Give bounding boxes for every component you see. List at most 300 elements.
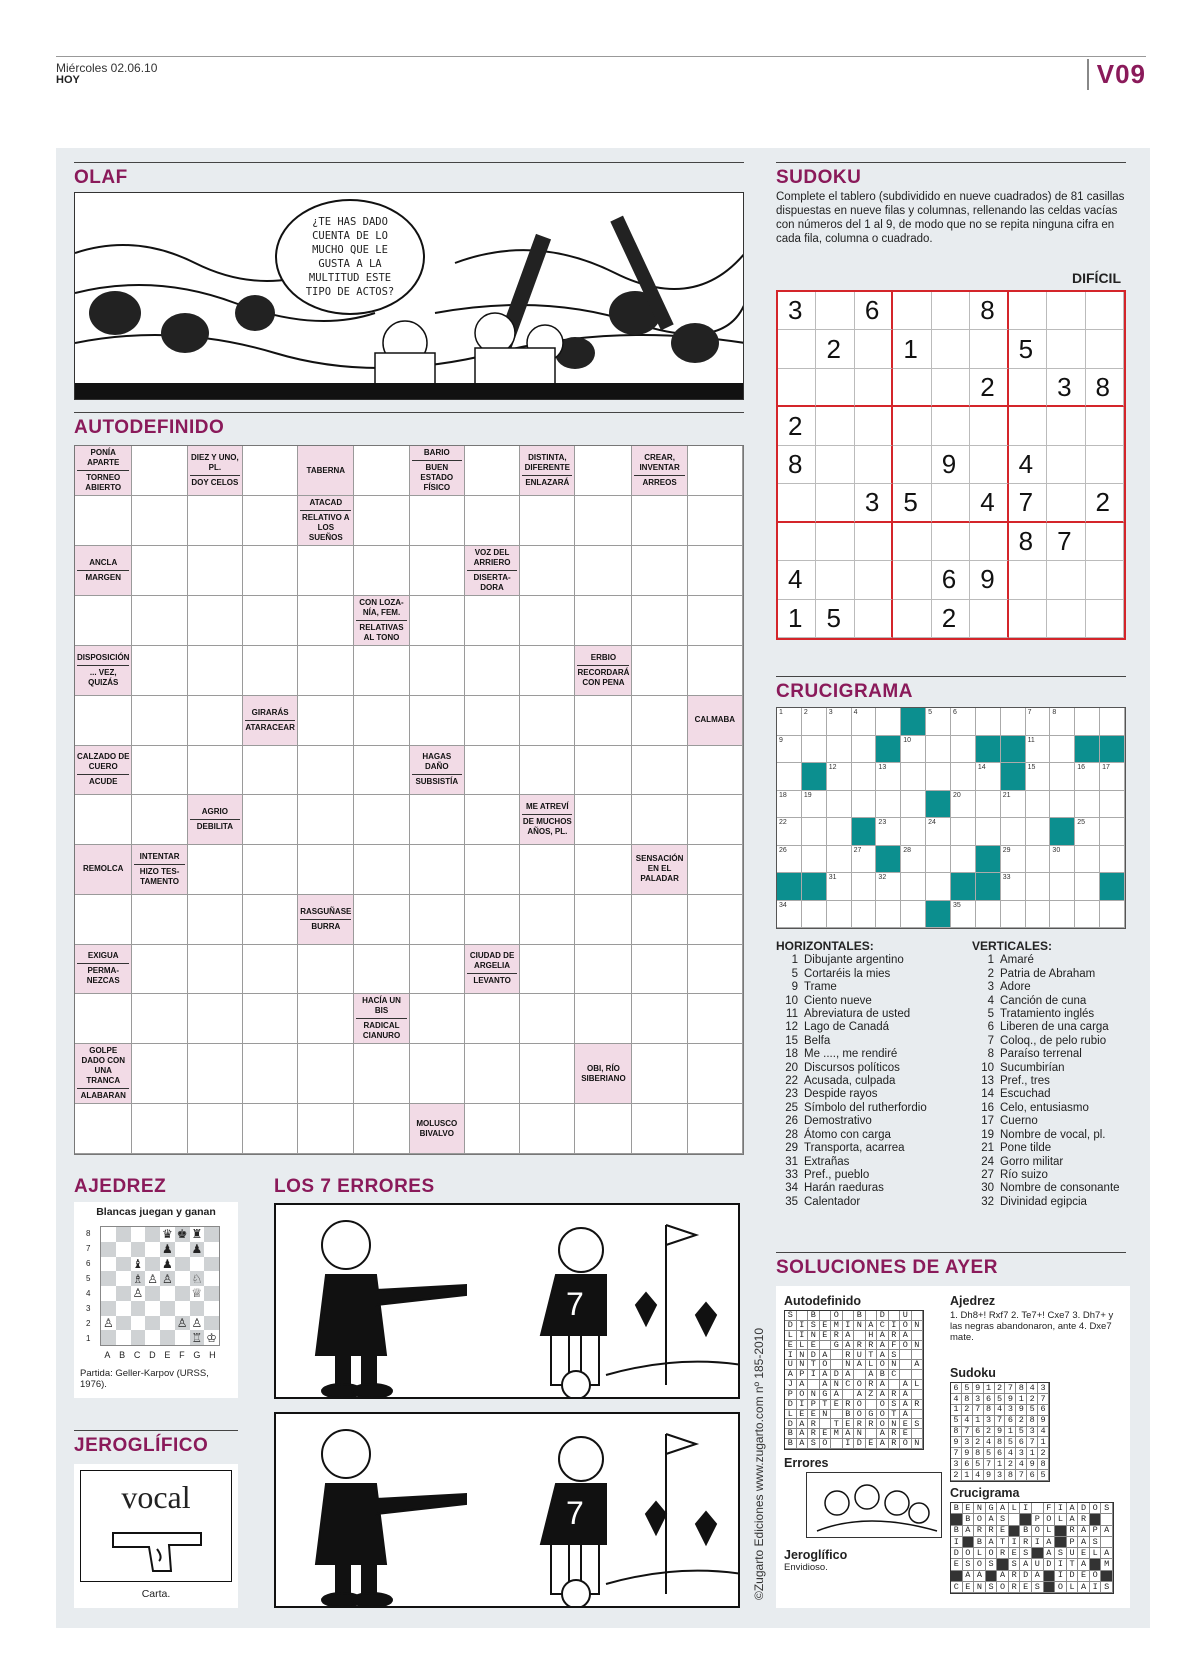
- sudoku-cell[interactable]: [970, 446, 1008, 484]
- autodefinido-answer-cell[interactable]: [354, 795, 409, 845]
- autodefinido-answer-cell[interactable]: [520, 696, 575, 746]
- sudoku-cell[interactable]: [893, 523, 931, 561]
- crucigrama-cell[interactable]: [951, 708, 976, 736]
- crucigrama-cell[interactable]: [827, 763, 852, 791]
- autodefinido-answer-cell[interactable]: [132, 994, 187, 1044]
- sudoku-cell[interactable]: 1: [778, 600, 816, 638]
- autodefinido-answer-cell[interactable]: [410, 646, 465, 696]
- autodefinido-answer-cell[interactable]: [520, 1044, 575, 1104]
- autodefinido-answer-cell[interactable]: [632, 994, 687, 1044]
- crucigrama-cell[interactable]: [827, 791, 852, 819]
- autodefinido-answer-cell[interactable]: [575, 746, 632, 796]
- sudoku-cell[interactable]: 7: [1047, 523, 1085, 561]
- autodefinido-answer-cell[interactable]: [188, 994, 243, 1044]
- sudoku-cell[interactable]: 4: [970, 484, 1008, 522]
- crucigrama-cell[interactable]: [951, 763, 976, 791]
- sudoku-cell[interactable]: [1047, 330, 1085, 368]
- autodefinido-answer-cell[interactable]: [243, 845, 298, 895]
- autodefinido-answer-cell[interactable]: [354, 446, 409, 496]
- autodefinido-answer-cell[interactable]: [188, 546, 243, 596]
- sudoku-cell[interactable]: [816, 407, 854, 445]
- crucigrama-cell[interactable]: [802, 708, 827, 736]
- crucigrama-cell[interactable]: [1075, 818, 1100, 846]
- autodefinido-answer-cell[interactable]: [132, 696, 187, 746]
- autodefinido-answer-cell[interactable]: [132, 795, 187, 845]
- sudoku-cell[interactable]: 3: [1047, 369, 1085, 407]
- crucigrama-cell[interactable]: [827, 846, 852, 874]
- autodefinido-answer-cell[interactable]: [632, 596, 687, 646]
- autodefinido-answer-cell[interactable]: [575, 845, 632, 895]
- crucigrama-cell[interactable]: [1026, 873, 1051, 901]
- sudoku-cell[interactable]: [1086, 292, 1124, 330]
- autodefinido-answer-cell[interactable]: [688, 546, 743, 596]
- crucigrama-cell[interactable]: [926, 736, 951, 764]
- autodefinido-answer-cell[interactable]: [75, 1104, 132, 1154]
- crucigrama-cell[interactable]: [1026, 708, 1051, 736]
- crucigrama-cell[interactable]: [1050, 846, 1075, 874]
- autodefinido-answer-cell[interactable]: [465, 746, 520, 796]
- crucigrama-cell[interactable]: [1100, 763, 1125, 791]
- crucigrama-cell[interactable]: [976, 901, 1001, 929]
- sudoku-cell[interactable]: 2: [932, 600, 970, 638]
- sudoku-cell[interactable]: [970, 600, 1008, 638]
- autodefinido-answer-cell[interactable]: [632, 1104, 687, 1154]
- autodefinido-answer-cell[interactable]: [298, 646, 354, 696]
- sudoku-cell[interactable]: 4: [778, 561, 816, 599]
- autodefinido-answer-cell[interactable]: [188, 1104, 243, 1154]
- crucigrama-cell[interactable]: [976, 763, 1001, 791]
- autodefinido-answer-cell[interactable]: [132, 1104, 187, 1154]
- autodefinido-answer-cell[interactable]: [188, 746, 243, 796]
- crucigrama-cell[interactable]: [876, 763, 901, 791]
- autodefinido-answer-cell[interactable]: [520, 845, 575, 895]
- crucigrama-cell[interactable]: [876, 873, 901, 901]
- autodefinido-answer-cell[interactable]: [520, 895, 575, 945]
- autodefinido-answer-cell[interactable]: [243, 945, 298, 995]
- autodefinido-answer-cell[interactable]: [465, 1044, 520, 1104]
- crucigrama-cell[interactable]: [802, 846, 827, 874]
- sudoku-cell[interactable]: [932, 369, 970, 407]
- crucigrama-cell[interactable]: [852, 846, 877, 874]
- crucigrama-cell[interactable]: [777, 736, 802, 764]
- sudoku-cell[interactable]: 1: [893, 330, 931, 368]
- crucigrama-cell[interactable]: [901, 846, 926, 874]
- autodefinido-answer-cell[interactable]: [688, 1044, 743, 1104]
- autodefinido-answer-cell[interactable]: [688, 446, 743, 496]
- sudoku-cell[interactable]: [1009, 407, 1047, 445]
- autodefinido-answer-cell[interactable]: [688, 945, 743, 995]
- autodefinido-answer-cell[interactable]: [243, 546, 298, 596]
- crucigrama-cell[interactable]: [1026, 846, 1051, 874]
- crucigrama-cell[interactable]: [926, 873, 951, 901]
- sudoku-cell[interactable]: 8: [1009, 523, 1047, 561]
- autodefinido-answer-cell[interactable]: [688, 1104, 743, 1154]
- crucigrama-cell[interactable]: [951, 846, 976, 874]
- autodefinido-answer-cell[interactable]: [298, 696, 354, 746]
- crucigrama-cell[interactable]: [1026, 901, 1051, 929]
- sudoku-cell[interactable]: [1009, 292, 1047, 330]
- autodefinido-answer-cell[interactable]: [188, 1044, 243, 1104]
- autodefinido-answer-cell[interactable]: [520, 994, 575, 1044]
- autodefinido-answer-cell[interactable]: [354, 646, 409, 696]
- autodefinido-answer-cell[interactable]: [354, 895, 409, 945]
- autodefinido-answer-cell[interactable]: [75, 596, 132, 646]
- sudoku-cell[interactable]: 5: [816, 600, 854, 638]
- sudoku-cell[interactable]: 9: [932, 446, 970, 484]
- autodefinido-answer-cell[interactable]: [243, 596, 298, 646]
- sudoku-cell[interactable]: [816, 446, 854, 484]
- crucigrama-cell[interactable]: [852, 901, 877, 929]
- crucigrama-cell[interactable]: [1075, 708, 1100, 736]
- autodefinido-answer-cell[interactable]: [354, 546, 409, 596]
- autodefinido-answer-cell[interactable]: [410, 845, 465, 895]
- autodefinido-answer-cell[interactable]: [520, 496, 575, 546]
- sudoku-cell[interactable]: 8: [970, 292, 1008, 330]
- crucigrama-cell[interactable]: [1075, 763, 1100, 791]
- autodefinido-answer-cell[interactable]: [132, 945, 187, 995]
- autodefinido-answer-cell[interactable]: [410, 596, 465, 646]
- crucigrama-cell[interactable]: [1026, 791, 1051, 819]
- autodefinido-answer-cell[interactable]: [688, 994, 743, 1044]
- sudoku-cell[interactable]: 2: [816, 330, 854, 368]
- sudoku-cell[interactable]: [893, 292, 931, 330]
- crucigrama-cell[interactable]: [901, 901, 926, 929]
- sudoku-cell[interactable]: [816, 484, 854, 522]
- sudoku-cell[interactable]: [855, 561, 893, 599]
- autodefinido-answer-cell[interactable]: [298, 1104, 354, 1154]
- autodefinido-answer-cell[interactable]: [75, 994, 132, 1044]
- sudoku-cell[interactable]: [932, 330, 970, 368]
- autodefinido-answer-cell[interactable]: [632, 945, 687, 995]
- crucigrama-cell[interactable]: [1001, 708, 1026, 736]
- crucigrama-cell[interactable]: [876, 791, 901, 819]
- crucigrama-cell[interactable]: [827, 873, 852, 901]
- autodefinido-answer-cell[interactable]: [410, 895, 465, 945]
- autodefinido-answer-cell[interactable]: [632, 795, 687, 845]
- autodefinido-answer-cell[interactable]: [688, 845, 743, 895]
- autodefinido-answer-cell[interactable]: [298, 596, 354, 646]
- crucigrama-cell[interactable]: [1100, 818, 1125, 846]
- sudoku-cell[interactable]: [816, 369, 854, 407]
- autodefinido-answer-cell[interactable]: [575, 1104, 632, 1154]
- crucigrama-cell[interactable]: [976, 708, 1001, 736]
- autodefinido-answer-cell[interactable]: [75, 496, 132, 546]
- crucigrama-cell[interactable]: [1050, 736, 1075, 764]
- crucigrama-cell[interactable]: [1050, 901, 1075, 929]
- autodefinido-answer-cell[interactable]: [298, 746, 354, 796]
- crucigrama-cell[interactable]: [926, 763, 951, 791]
- autodefinido-answer-cell[interactable]: [188, 895, 243, 945]
- sudoku-cell[interactable]: [1086, 330, 1124, 368]
- sudoku-cell[interactable]: [778, 484, 816, 522]
- autodefinido-answer-cell[interactable]: [575, 994, 632, 1044]
- sudoku-cell[interactable]: 8: [1086, 369, 1124, 407]
- sudoku-cell[interactable]: 9: [970, 561, 1008, 599]
- autodefinido-answer-cell[interactable]: [632, 646, 687, 696]
- crucigrama-cell[interactable]: [852, 791, 877, 819]
- sudoku-cell[interactable]: [932, 484, 970, 522]
- crucigrama-cell[interactable]: [926, 818, 951, 846]
- crucigrama-cell[interactable]: [852, 763, 877, 791]
- autodefinido-answer-cell[interactable]: [688, 895, 743, 945]
- autodefinido-answer-cell[interactable]: [243, 496, 298, 546]
- autodefinido-answer-cell[interactable]: [243, 994, 298, 1044]
- autodefinido-answer-cell[interactable]: [132, 446, 187, 496]
- autodefinido-answer-cell[interactable]: [243, 646, 298, 696]
- autodefinido-answer-cell[interactable]: [132, 895, 187, 945]
- sudoku-cell[interactable]: [778, 330, 816, 368]
- sudoku-cell[interactable]: [1009, 561, 1047, 599]
- autodefinido-answer-cell[interactable]: [298, 994, 354, 1044]
- sudoku-cell[interactable]: 2: [1086, 484, 1124, 522]
- autodefinido-answer-cell[interactable]: [575, 895, 632, 945]
- autodefinido-answer-cell[interactable]: [465, 895, 520, 945]
- sudoku-cell[interactable]: [1086, 407, 1124, 445]
- crucigrama-cell[interactable]: [1001, 846, 1026, 874]
- crucigrama-cell[interactable]: [777, 791, 802, 819]
- sudoku-cell[interactable]: [855, 330, 893, 368]
- crucigrama-cell[interactable]: [852, 736, 877, 764]
- crucigrama-cell[interactable]: [777, 708, 802, 736]
- crucigrama-cell[interactable]: [1050, 873, 1075, 901]
- autodefinido-answer-cell[interactable]: [410, 546, 465, 596]
- autodefinido-answer-cell[interactable]: [575, 546, 632, 596]
- crucigrama-cell[interactable]: [976, 818, 1001, 846]
- crucigrama-cell[interactable]: [1075, 791, 1100, 819]
- crucigrama-cell[interactable]: [1001, 901, 1026, 929]
- crucigrama-cell[interactable]: [802, 791, 827, 819]
- autodefinido-answer-cell[interactable]: [410, 795, 465, 845]
- autodefinido-answer-cell[interactable]: [298, 945, 354, 995]
- sudoku-cell[interactable]: [816, 523, 854, 561]
- autodefinido-answer-cell[interactable]: [465, 1104, 520, 1154]
- autodefinido-answer-cell[interactable]: [465, 994, 520, 1044]
- autodefinido-answer-cell[interactable]: [632, 1044, 687, 1104]
- autodefinido-answer-cell[interactable]: [575, 596, 632, 646]
- autodefinido-answer-cell[interactable]: [75, 895, 132, 945]
- autodefinido-answer-cell[interactable]: [132, 546, 187, 596]
- autodefinido-answer-cell[interactable]: [132, 646, 187, 696]
- sudoku-cell[interactable]: [1086, 561, 1124, 599]
- crucigrama-cell[interactable]: [827, 901, 852, 929]
- autodefinido-answer-cell[interactable]: [132, 496, 187, 546]
- sudoku-cell[interactable]: [1086, 523, 1124, 561]
- autodefinido-answer-cell[interactable]: [354, 845, 409, 895]
- sudoku-cell[interactable]: [1086, 446, 1124, 484]
- autodefinido-answer-cell[interactable]: [354, 945, 409, 995]
- autodefinido-answer-cell[interactable]: [465, 596, 520, 646]
- autodefinido-answer-cell[interactable]: [575, 496, 632, 546]
- sudoku-cell[interactable]: [855, 407, 893, 445]
- crucigrama-cell[interactable]: [1100, 791, 1125, 819]
- autodefinido-answer-cell[interactable]: [520, 1104, 575, 1154]
- autodefinido-answer-cell[interactable]: [188, 496, 243, 546]
- sudoku-cell[interactable]: [816, 561, 854, 599]
- autodefinido-answer-cell[interactable]: [243, 446, 298, 496]
- sudoku-cell[interactable]: [970, 407, 1008, 445]
- autodefinido-answer-cell[interactable]: [520, 746, 575, 796]
- autodefinido-answer-cell[interactable]: [632, 895, 687, 945]
- autodefinido-answer-cell[interactable]: [354, 696, 409, 746]
- autodefinido-answer-cell[interactable]: [354, 1044, 409, 1104]
- sudoku-cell[interactable]: 8: [778, 446, 816, 484]
- crucigrama-cell[interactable]: [1001, 818, 1026, 846]
- crucigrama-cell[interactable]: [876, 901, 901, 929]
- crucigrama-cell[interactable]: [852, 873, 877, 901]
- crucigrama-cell[interactable]: [1026, 818, 1051, 846]
- sudoku-cell[interactable]: [1047, 407, 1085, 445]
- autodefinido-answer-cell[interactable]: [298, 1044, 354, 1104]
- autodefinido-answer-cell[interactable]: [243, 1104, 298, 1154]
- autodefinido-answer-cell[interactable]: [575, 696, 632, 746]
- sudoku-cell[interactable]: 6: [855, 292, 893, 330]
- sudoku-cell[interactable]: [855, 446, 893, 484]
- crucigrama-cell[interactable]: [901, 736, 926, 764]
- crucigrama-cell[interactable]: [777, 901, 802, 929]
- sudoku-cell[interactable]: 3: [778, 292, 816, 330]
- crucigrama-cell[interactable]: [1075, 846, 1100, 874]
- autodefinido-answer-cell[interactable]: [188, 945, 243, 995]
- sudoku-cell[interactable]: [1047, 484, 1085, 522]
- crucigrama-cell[interactable]: [926, 846, 951, 874]
- autodefinido-answer-cell[interactable]: [465, 496, 520, 546]
- crucigrama-cell[interactable]: [926, 708, 951, 736]
- crucigrama-cell[interactable]: [901, 763, 926, 791]
- crucigrama-cell[interactable]: [1075, 901, 1100, 929]
- sudoku-cell[interactable]: [855, 523, 893, 561]
- crucigrama-cell[interactable]: [1075, 873, 1100, 901]
- sudoku-cell[interactable]: 5: [893, 484, 931, 522]
- sudoku-cell[interactable]: [778, 369, 816, 407]
- autodefinido-answer-cell[interactable]: [410, 1044, 465, 1104]
- autodefinido-answer-cell[interactable]: [188, 696, 243, 746]
- autodefinido-answer-cell[interactable]: [688, 746, 743, 796]
- crucigrama-cell[interactable]: [802, 901, 827, 929]
- autodefinido-answer-cell[interactable]: [465, 845, 520, 895]
- autodefinido-answer-cell[interactable]: [688, 646, 743, 696]
- autodefinido-answer-cell[interactable]: [188, 646, 243, 696]
- autodefinido-answer-cell[interactable]: [575, 945, 632, 995]
- sudoku-cell[interactable]: 2: [778, 407, 816, 445]
- crucigrama-cell[interactable]: [1050, 791, 1075, 819]
- crucigrama-cell[interactable]: [951, 818, 976, 846]
- crucigrama-cell[interactable]: [827, 708, 852, 736]
- autodefinido-answer-cell[interactable]: [575, 795, 632, 845]
- crucigrama-cell[interactable]: [1001, 791, 1026, 819]
- sudoku-cell[interactable]: [1047, 292, 1085, 330]
- crucigrama-cell[interactable]: [876, 818, 901, 846]
- crucigrama-cell[interactable]: [1050, 763, 1075, 791]
- crucigrama-cell[interactable]: [802, 736, 827, 764]
- autodefinido-answer-cell[interactable]: [410, 994, 465, 1044]
- autodefinido-answer-cell[interactable]: [632, 746, 687, 796]
- autodefinido-answer-cell[interactable]: [243, 1044, 298, 1104]
- autodefinido-answer-cell[interactable]: [632, 496, 687, 546]
- crucigrama-cell[interactable]: [777, 763, 802, 791]
- crucigrama-cell[interactable]: [1100, 901, 1125, 929]
- autodefinido-answer-cell[interactable]: [410, 496, 465, 546]
- autodefinido-answer-cell[interactable]: [243, 746, 298, 796]
- sudoku-cell[interactable]: 4: [1009, 446, 1047, 484]
- crucigrama-cell[interactable]: [901, 791, 926, 819]
- autodefinido-answer-cell[interactable]: [188, 845, 243, 895]
- sudoku-cell[interactable]: [1086, 600, 1124, 638]
- sudoku-cell[interactable]: [778, 523, 816, 561]
- autodefinido-answer-cell[interactable]: [688, 596, 743, 646]
- crucigrama-cell[interactable]: [1100, 708, 1125, 736]
- sudoku-cell[interactable]: [893, 446, 931, 484]
- sudoku-cell[interactable]: 7: [1009, 484, 1047, 522]
- autodefinido-answer-cell[interactable]: [520, 596, 575, 646]
- sudoku-cell[interactable]: [1047, 561, 1085, 599]
- crucigrama-cell[interactable]: [1026, 736, 1051, 764]
- crucigrama-cell[interactable]: [901, 873, 926, 901]
- autodefinido-answer-cell[interactable]: [132, 746, 187, 796]
- crucigrama-cell[interactable]: [951, 791, 976, 819]
- autodefinido-answer-cell[interactable]: [354, 1104, 409, 1154]
- autodefinido-answer-cell[interactable]: [465, 646, 520, 696]
- autodefinido-answer-cell[interactable]: [465, 446, 520, 496]
- autodefinido-answer-cell[interactable]: [75, 696, 132, 746]
- autodefinido-answer-cell[interactable]: [688, 496, 743, 546]
- autodefinido-answer-cell[interactable]: [520, 546, 575, 596]
- crucigrama-cell[interactable]: [827, 736, 852, 764]
- sudoku-cell[interactable]: [1009, 369, 1047, 407]
- sudoku-cell[interactable]: [893, 561, 931, 599]
- crucigrama-cell[interactable]: [777, 846, 802, 874]
- crucigrama-cell[interactable]: [1050, 708, 1075, 736]
- crucigrama-cell[interactable]: [951, 901, 976, 929]
- autodefinido-answer-cell[interactable]: [132, 1044, 187, 1104]
- sudoku-cell[interactable]: [893, 369, 931, 407]
- sudoku-cell[interactable]: [855, 369, 893, 407]
- sudoku-cell[interactable]: [1047, 600, 1085, 638]
- sudoku-cell[interactable]: 3: [855, 484, 893, 522]
- autodefinido-answer-cell[interactable]: [298, 546, 354, 596]
- autodefinido-answer-cell[interactable]: [243, 795, 298, 845]
- autodefinido-answer-cell[interactable]: [298, 845, 354, 895]
- sudoku-cell[interactable]: 2: [970, 369, 1008, 407]
- autodefinido-answer-cell[interactable]: [354, 496, 409, 546]
- autodefinido-answer-cell[interactable]: [575, 446, 632, 496]
- autodefinido-answer-cell[interactable]: [520, 945, 575, 995]
- crucigrama-cell[interactable]: [1026, 763, 1051, 791]
- autodefinido-answer-cell[interactable]: [520, 646, 575, 696]
- crucigrama-cell[interactable]: [876, 708, 901, 736]
- autodefinido-answer-cell[interactable]: [298, 795, 354, 845]
- sudoku-cell[interactable]: 6: [932, 561, 970, 599]
- sudoku-cell[interactable]: [932, 523, 970, 561]
- autodefinido-answer-cell[interactable]: [465, 795, 520, 845]
- crucigrama-cell[interactable]: [777, 818, 802, 846]
- autodefinido-answer-cell[interactable]: [465, 696, 520, 746]
- autodefinido-answer-cell[interactable]: [75, 795, 132, 845]
- sudoku-cell[interactable]: [1047, 446, 1085, 484]
- sudoku-cell[interactable]: 5: [1009, 330, 1047, 368]
- sudoku-cell[interactable]: [855, 600, 893, 638]
- sudoku-cell[interactable]: [893, 407, 931, 445]
- crucigrama-cell[interactable]: [951, 736, 976, 764]
- crucigrama-cell[interactable]: [976, 791, 1001, 819]
- sudoku-cell[interactable]: [932, 407, 970, 445]
- autodefinido-answer-cell[interactable]: [632, 696, 687, 746]
- sudoku-cell[interactable]: [970, 330, 1008, 368]
- sudoku-cell[interactable]: [816, 292, 854, 330]
- autodefinido-answer-cell[interactable]: [688, 795, 743, 845]
- sudoku-cell[interactable]: [893, 600, 931, 638]
- crucigrama-cell[interactable]: [1100, 846, 1125, 874]
- autodefinido-answer-cell[interactable]: [354, 746, 409, 796]
